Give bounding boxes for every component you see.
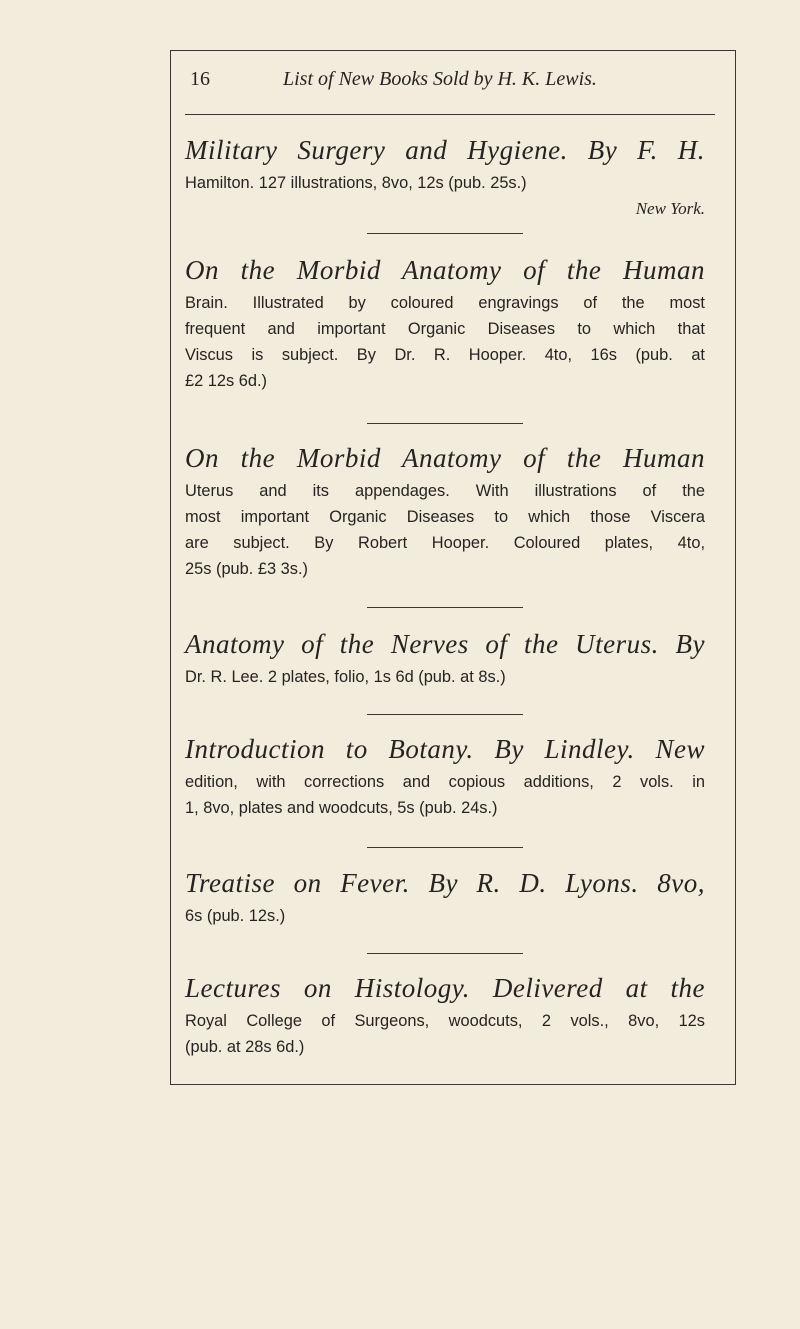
separator-rule	[367, 953, 523, 954]
entry-description	[185, 170, 705, 222]
entry-title: Military Surgery and Hygiene. By F. H.	[185, 135, 705, 165]
entry-line: 1, 8vo, plates and woodcuts, 5s (pub. 24s.)	[185, 799, 498, 817]
separator-rule	[367, 847, 523, 848]
entry-description	[185, 290, 705, 394]
entry-line: Royal College of Surgeons, woodcuts, 2 vols., 8vo, 12s	[185, 1012, 705, 1030]
book-entry-morbid-anatomy-uterus	[185, 440, 705, 582]
book-entry-military-surgery	[185, 132, 705, 222]
book-entry-lectures-histology	[185, 970, 705, 1060]
entry-description	[185, 664, 705, 690]
entry-description	[185, 478, 705, 582]
entry-line: Viscus is subject. By Dr. R. Hooper. 4to, 16s (pub. at	[185, 346, 705, 364]
entry-line: Hamilton. 127 illustrations, 8vo, 12s (pub. 25s.)	[185, 174, 527, 192]
entry-title: Lectures on Histology. Delivered at the	[185, 973, 705, 1003]
entry-line: 6s (pub. 12s.)	[185, 907, 286, 925]
book-entry-treatise-fever	[185, 865, 705, 929]
entry-description	[185, 769, 705, 821]
entry-title: Anatomy of the Nerves of the Uterus. By	[185, 629, 705, 659]
separator-rule	[367, 423, 523, 424]
book-entry-nerves-uterus	[185, 626, 705, 690]
entry-line: (pub. at 28s 6d.)	[185, 1038, 305, 1056]
entry-description	[185, 903, 705, 929]
separator-rule	[367, 233, 523, 234]
entry-place: New York.	[635, 199, 705, 218]
entry-description	[185, 1008, 705, 1060]
entry-title: On the Morbid Anatomy of the Human	[185, 255, 705, 285]
entry-line: are subject. By Robert Hooper. Coloured plates, 4to,	[185, 534, 705, 552]
running-title: List of New Books Sold by H. K. Lewis.	[283, 68, 597, 90]
entry-line: frequent and important Organic Diseases to which that	[185, 320, 705, 338]
header-rule	[185, 114, 715, 115]
separator-rule	[367, 714, 523, 715]
running-head	[185, 68, 715, 98]
entry-line: Brain. Illustrated by coloured engravings of the most	[185, 294, 705, 312]
entry-title: Treatise on Fever. By R. D. Lyons. 8vo,	[185, 868, 705, 898]
book-entry-morbid-anatomy-brain	[185, 252, 705, 394]
entry-line: £2 12s 6d.)	[185, 372, 268, 390]
entry-line: edition, with corrections and copious additions, 2 vols. in	[185, 773, 705, 791]
entry-line: most important Organic Diseases to which those Viscera	[185, 508, 705, 526]
page-number: 16	[190, 68, 210, 90]
entry-line: 25s (pub. £3 3s.)	[185, 560, 309, 578]
book-entry-introduction-botany	[185, 731, 705, 821]
separator-rule	[367, 607, 523, 608]
entry-line: Uterus and its appendages. With illustrations of the	[185, 482, 705, 500]
entry-title: Introduction to Botany. By Lindley. New	[185, 734, 705, 764]
entry-title: On the Morbid Anatomy of the Human	[185, 443, 705, 473]
entry-line: Dr. R. Lee. 2 plates, folio, 1s 6d (pub. at 8s.)	[185, 668, 506, 686]
